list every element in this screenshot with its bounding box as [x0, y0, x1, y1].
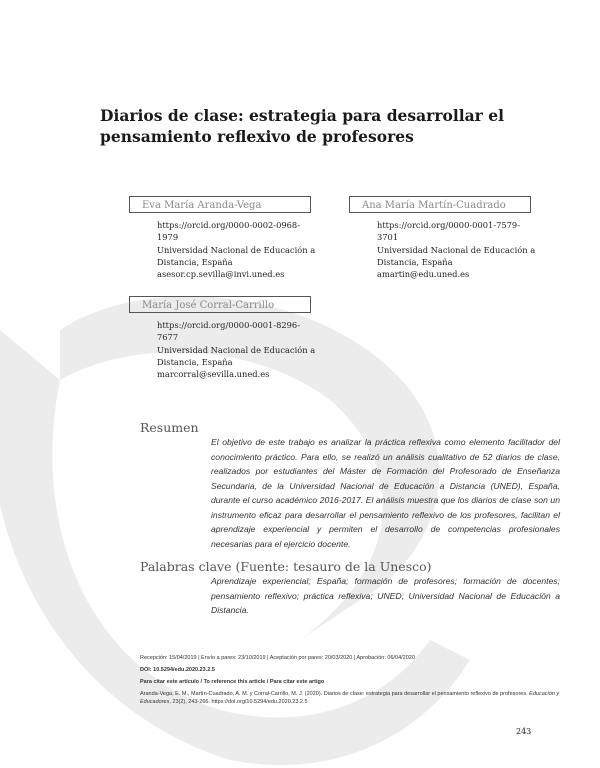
abstract-text: El objetivo de este trabajo es analizar la práctica reflexiva como elemento facilitador del conocimiento práctico. Para ello, se realizó un análisis cualitativo de 52 diarios de clase, realizados por estudiantes del Máster de Formación del Profesorado de Enseñanza Secundaria, de la Universidad Nacional de Educación a Distancia (UNED), España, durante el curso académico 2016-2017. El análisis muestra que los diarios de clase son un instrumento eficaz para desarrollar el pensamiento reflexivo de los profesores, facilitan el aprendizaje experiencial y permiten el desarrollo de competencias profesionales necesarias para el ejercicio docente.: [211, 437, 560, 549]
author-details: [377, 219, 537, 280]
author-orcid[interactable]: https://orcid.org/0000-0001-8296-7677: [157, 320, 300, 343]
keywords-heading: Palabras clave (Fuente: tesauro de la Unesco): [140, 559, 432, 574]
author-affiliation: Universidad Nacional de Educación a Distancia, España: [377, 244, 536, 267]
author-affiliation: Universidad Nacional de Educación a Distancia, España: [157, 244, 316, 267]
author-affiliation: Universidad Nacional de Educación a Distancia, España: [157, 344, 316, 367]
author-orcid[interactable]: https://orcid.org/0000-0002-0968-1979: [157, 220, 300, 243]
author-name: Ana María Martín-Cuadrado: [349, 196, 531, 213]
author-email[interactable]: asesor.cp.sevilla@invi.uned.es: [157, 269, 285, 280]
citation-text: Aranda-Vega, E. M., Martín-Cuadrado, A. M. y Corral-Carrillo, M. J. (2020). Diarios de clase: estrategia para desarrollar el pensamiento reflexivo de profesores.: [140, 691, 530, 697]
footer-section: [140, 654, 580, 710]
citation-journal: Educación y Educadores: [140, 691, 560, 705]
citation-rest: , 23(2), 243-266. https://doi.org/10.5294/edu.2020.23.2.5: [169, 699, 308, 705]
keywords-text: Aprendizaje experiencial; España; formación de profesores; formación de docentes; pensamiento reflexivo; práctica reflexiva; UNED; Universidad Nacional de Educación a Distancia.: [211, 576, 560, 615]
article-title: Diarios de clase: estrategia para desarrollar el pensamiento reflexivo de profesores: [100, 106, 504, 146]
author-details: [157, 219, 317, 280]
doi-line[interactable]: DOI: 10.5294/edu.2020.23.2.5: [140, 667, 215, 673]
abstract-heading: Resumen: [140, 420, 199, 435]
dates-line: Recepción: 15/04/2019 | Envío a pares: 23/10/2019 | Aceptación por pares: 20/03/2020 | Aprobación: 06/04/2020: [140, 655, 415, 661]
author-orcid[interactable]: https://orcid.org/0000-0001-7579-3701: [377, 220, 520, 243]
abstract-section: [140, 420, 560, 618]
cite-label: Para citar este artículo / To reference this article / Para citar este artigo: [140, 679, 325, 685]
author-name: Eva María Aranda-Vega: [129, 196, 311, 213]
page-number: 243: [516, 727, 532, 736]
author-email[interactable]: amartin@edu.uned.es: [377, 269, 470, 280]
author-name: María José Corral-Carrillo: [129, 296, 311, 313]
citation: [140, 690, 580, 706]
author-details: [157, 319, 317, 380]
author-email[interactable]: marcorral@sevilla.uned.es: [157, 369, 270, 380]
